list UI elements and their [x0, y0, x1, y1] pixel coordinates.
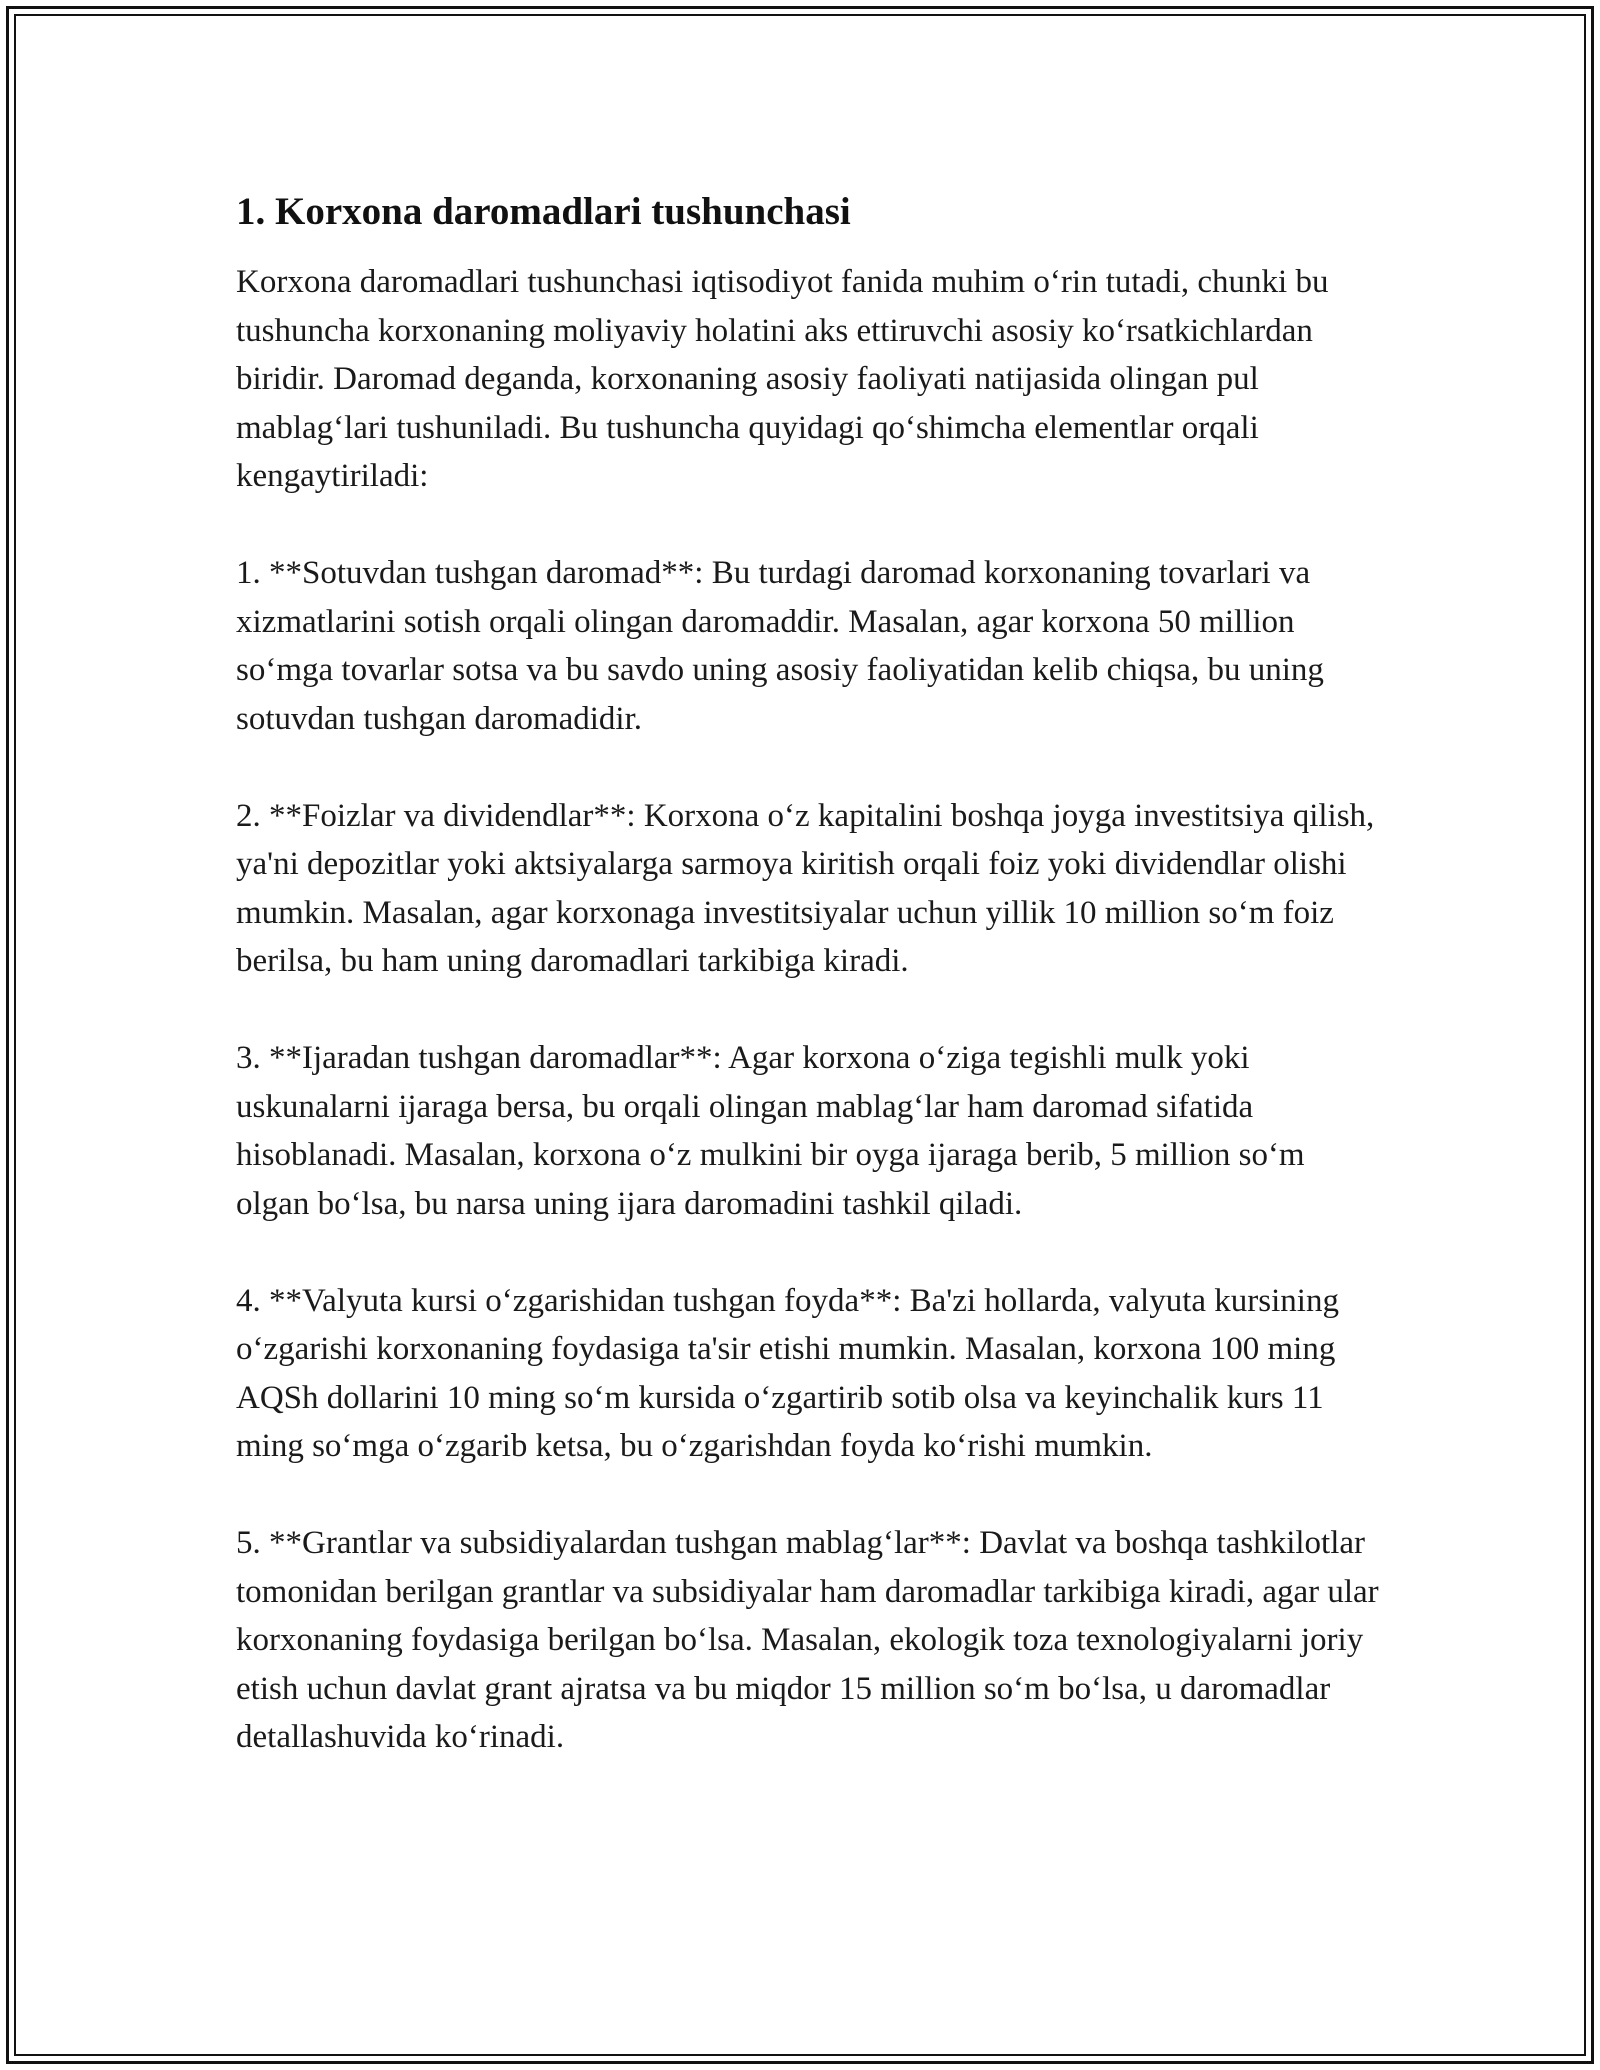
list-item-interest-dividends: 2. **Foizlar va dividendlar**: Korxona o‘z kapitalini boshqa joyga investitsiya qilish, ya'ni depozitlar yoki aktsiyalarga sarmoya kiritish orqali foiz yoki dividendlar olishi mumkin. Masalan, agar korxonaga investitsiyalar uchun yillik 10 million so‘m foiz berilsa, bu ham uning daromadlari tarkibiga kiradi. — [236, 797, 1375, 979]
list-item-rental-income: 3. **Ijaradan tushgan daromadlar**: Agar korxona o‘ziga tegishli mulk yoki uskunalarni ijaraga bersa, bu orqali olingan mablag‘lar ham daromad sifatida hisoblanadi. Masalan, korxona o‘z mulkini bir oyga ijaraga berib, 5 million so‘m olgan bo‘lsa, bu narsa uning ijara daromadini tashkil qiladi. — [236, 1040, 1305, 1222]
intro-paragraph: Korxona daromadlari tushunchasi iqtisodiyot fanida muhim o‘rin tutadi, chunki bu tushuncha korxonaning moliyaviy holatini aks ettiruvchi asosiy ko‘rsatkichlardan biridir. Daromad deganda, korxonaning asosiy faoliyati natijasida olingan pul mablag‘lari tushuniladi. Bu tushuncha quyidagi qo‘shimcha elementlar orqali kengaytiriladi: — [236, 264, 1329, 494]
document-title: 1. Korxona daromadlari tushunchasi — [236, 190, 851, 233]
document-body — [236, 186, 1384, 1762]
list-item-sales-revenue: 1. **Sotuvdan tushgan daromad**: Bu turdagi daromad korxonaning tovarlari va xizmatlarini sotish orqali olingan daromaddir. Masalan, agar korxona 50 million so‘mga tovarlar sotsa va bu savdo uning asosiy faoliyatidan kelib chiqsa, bu uning sotuvdan tushgan daromadidir. — [236, 555, 1324, 737]
list-item-grants-subsidies: 5. **Grantlar va subsidiyalardan tushgan mablag‘lar**: Davlat va boshqa tashkilotlar tomonidan berilgan grantlar va subsidiyalar ham daromadlar tarkibiga kiradi, agar ular korxonaning foydasiga berilgan bo‘lsa. Masalan, ekologik toza texnologiyalarni joriy etish uchun davlat grant ajratsa va bu miqdor 15 million so‘m bo‘lsa, u daromadlar detallashuvida ko‘rinadi. — [236, 1525, 1379, 1755]
list-item-currency-gain: 4. **Valyuta kursi o‘zgarishidan tushgan foyda**: Ba'zi hollarda, valyuta kursining o‘zgarishi korxonaning foydasiga ta'sir etishi mumkin. Masalan, korxona 100 ming AQSh dollarini 10 ming so‘m kursida o‘zgartirib sotib olsa va keyinchalik kurs 11 ming so‘mga o‘zgarib ketsa, bu o‘zgarishdan foyda ko‘rishi mumkin. — [236, 1282, 1339, 1464]
